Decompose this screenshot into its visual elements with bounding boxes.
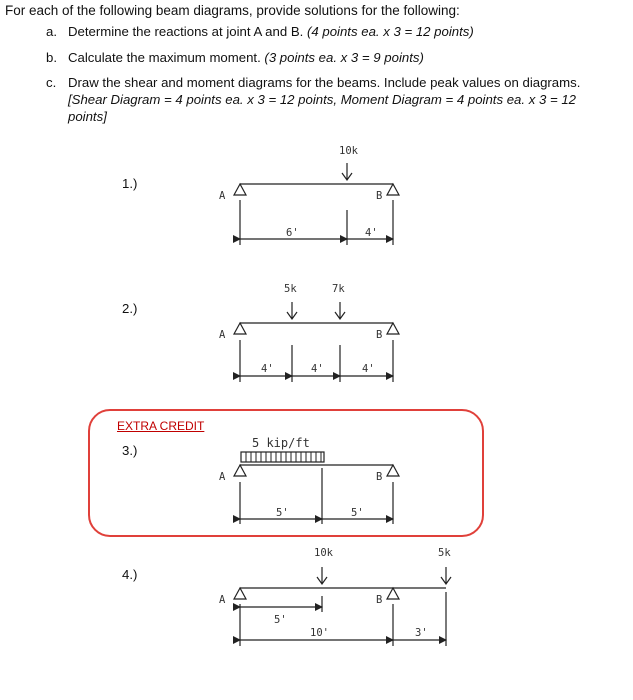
problem-3-number: 3.) — [122, 443, 138, 458]
beam-1-dim-1: 6' — [286, 227, 299, 239]
beam-3-distributed-load — [241, 452, 324, 462]
beam-3 — [234, 452, 399, 524]
beam-1-b-label: B — [376, 190, 383, 202]
beam-2-dim-3: 4' — [362, 363, 375, 375]
item-b-marker: b. — [46, 50, 57, 65]
beam-4-dim-2: 10' — [310, 627, 329, 639]
item-c-marker: c. — [46, 75, 57, 90]
beam-3-dim-1: 5' — [276, 507, 289, 519]
beam-4-load-arrow-2 — [441, 567, 451, 584]
beam-3-dim-2: 5' — [351, 507, 364, 519]
problem-1-number: 1.) — [122, 176, 138, 191]
item-b-text: Calculate the maximum moment. (3 points ea. x 3 = 9 points) — [68, 50, 424, 65]
beam-2-b-label: B — [376, 329, 383, 341]
beam-4-pin-b — [387, 588, 399, 599]
beam-3-a-label: A — [219, 471, 226, 483]
item-c-text: Draw the shear and moment diagrams for the beams. Include peak values on diagrams. — [68, 75, 581, 90]
beam-2-load-label-1: 5k — [284, 283, 297, 295]
beam-2-pin-a — [234, 323, 246, 334]
beam-3-load-hatch — [246, 452, 321, 462]
item-c-italic-2: points] — [68, 109, 107, 124]
beam-4-load-arrow-1 — [317, 567, 327, 584]
beam-3-pin-a — [234, 465, 246, 476]
beam-4-pin-a — [234, 588, 246, 599]
beam-1-load-arrow — [342, 163, 352, 180]
beam-2-load-arrow-1 — [287, 302, 297, 319]
beam-2-dim-2: 4' — [311, 363, 324, 375]
beam-4-dim-3: 3' — [415, 627, 428, 639]
problem-2-number: 2.) — [122, 301, 138, 316]
beam-3-pin-b — [387, 465, 399, 476]
beam-4-dim-1: 5' — [274, 614, 287, 626]
beam-2-load-arrow-2 — [335, 302, 345, 319]
item-a-text: Determine the reactions at joint A and B. (4 points ea. x 3 = 12 points) — [68, 24, 474, 39]
extra-credit-label: EXTRA CREDIT — [117, 419, 205, 433]
beam-2-a-label: A — [219, 329, 226, 341]
beam-3-b-label: B — [376, 471, 383, 483]
beam-4-load-label-2: 5k — [438, 547, 451, 559]
beam-1-a-label: A — [219, 190, 226, 202]
beam-2-pin-b — [387, 323, 399, 334]
beam-4-a-label: A — [219, 594, 226, 606]
problem-4-number: 4.) — [122, 567, 138, 582]
beam-1-pin-b — [387, 184, 399, 195]
beam-3-load-label: 5 kip/ft — [252, 436, 310, 450]
beam-2-dim-1: 4' — [261, 363, 274, 375]
beam-1-load-label: 10k — [339, 145, 358, 157]
item-c-italic-1: [Shear Diagram = 4 points ea. x 3 = 12 points, Moment Diagram = 4 points ea. x 3 = 12 — [68, 92, 577, 107]
beam-1-dim-2: 4' — [365, 227, 378, 239]
item-a-marker: a. — [46, 24, 57, 39]
beam-2-load-label-2: 7k — [332, 283, 345, 295]
beam-4-load-label-1: 10k — [314, 547, 333, 559]
beam-4-b-label: B — [376, 594, 383, 606]
intro-text: For each of the following beam diagrams, provide solutions for the following: — [5, 3, 460, 18]
beam-1-pin-a — [234, 184, 246, 195]
